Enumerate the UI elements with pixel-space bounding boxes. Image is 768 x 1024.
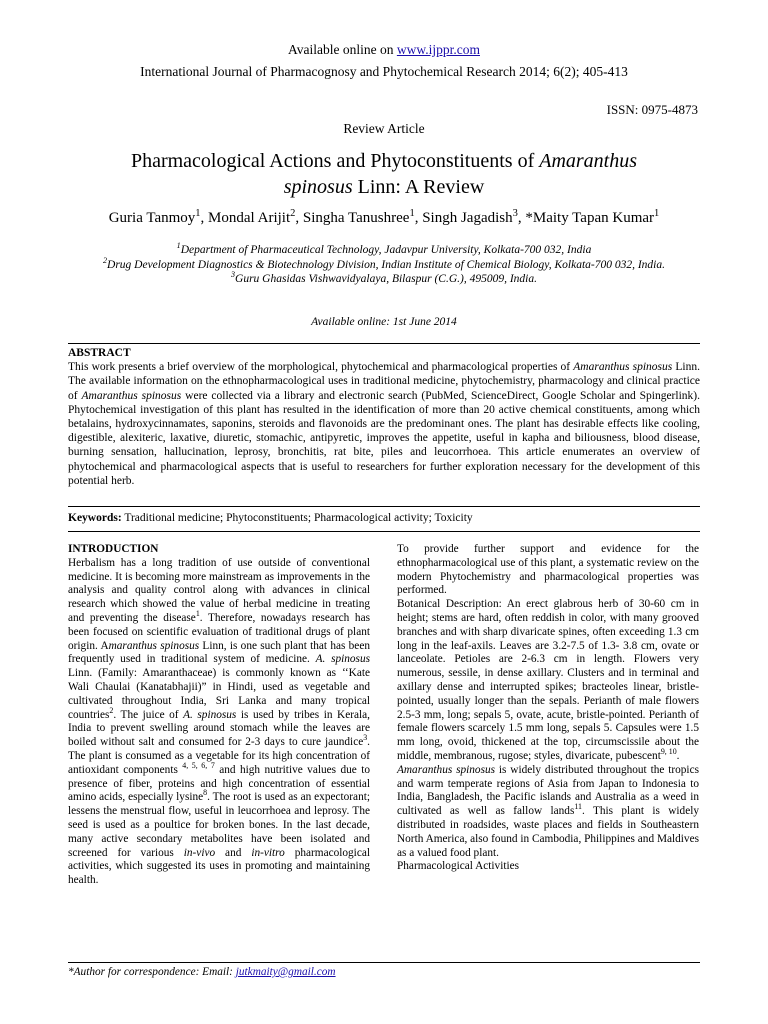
divider [68,343,700,344]
abstract-heading: ABSTRACT [68,347,131,359]
distribution-paragraph: Amaranthus spinosus is widely distributed throughout the tropics and warm temperate regions of Asia from Japan to Indonesia to India, Bangladesh, the Pacific islands and Australia as a weed in cultivated as well as fallow lands$^{11}$. This plant is widely distributed in roadsides, waste places and fields in Southeastern North America, also found in Cambodia, Philippines and Maldives as a valued food plant. [397,763,699,859]
paper-title [60,148,708,200]
title-italic-1: Amaranthus [539,150,638,172]
article-type: Review Article [343,121,425,136]
availability-prefix: Available online on [288,42,397,57]
affiliation: $^2$Drug Development Diagnostics & Biotechnology Division, Indian Institute of Chemical Biology, Kolkata-700 032, India. [102,255,666,271]
author: Guria Tanmoy$^1$, [108,208,209,226]
keywords-label: Keywords: [68,512,122,524]
introduction-heading: INTRODUCTION [68,543,159,555]
journal-citation: International Journal of Pharmacognosy and Phytochemical Research 2014; 6(2); 405-413 [140,64,628,79]
divider [68,962,700,963]
affiliations [60,243,708,287]
keywords-text: Traditional medicine; Phytoconstituents; Pharmacological activity; Toxicity [121,512,473,524]
divider [68,506,700,507]
title-italic-2: spinosus [283,176,353,198]
author-list [0,210,768,227]
correspondence-footnote: *Author for correspondence: Email: jutkmaity@gmail.com [68,966,336,978]
author: *Maity Tapan Kumar$^1$ [525,208,660,226]
author: Mondal Arijit$^2$, [208,208,303,226]
divider [68,531,700,532]
right-column [397,543,699,874]
author-email-link[interactable]: jutkmaity@gmail.com [235,966,336,978]
available-online-date: Available online: 1st June 2014 [311,316,457,328]
body-paragraph: To provide further support and evidence for the ethnopharmacological use of this plant, a systematic review on the modern Phytochemistry and pharmacological properties was performed. [397,543,699,597]
keywords [68,512,700,524]
botanical-description: Botanical Description: An erect glabrous herb of 30-60 cm in height; stems are hard, often reddish in color, with many grooved branches and with sharp divaricate spines, often exceeding 1.3 cm long in the leaf-axils. Leaves are 3.2-7.5 of 1.3- 3.8 cm, ovate or lanceolate. Petioles are 2-6.3 cm in length. Flowers very numerous, sessile, in dense axillary. Clusters and in terminal and axillary dense and interrupted spikes; bracteoles linear, bristle-pointed, usually longer than the sepals. Perianth of male flowers 2.5-3 mm, long; sepals 5, ovate, acute, bristle-pointed. Perianth of female flowers scarcely 1.5 mm long, sepals 5. Capsules were 1.5 mm long, ovoid, thickened at the top, circumscissile about the middle, membranous, rugose; styles, divaricate, pubescent$^{9, 10}$. [397,598,699,762]
author: Singh Jagadish$^3$, [422,208,526,226]
author: Singha Tanushree$^1$, [302,208,423,226]
journal-url-link[interactable]: www.ijppr.com [396,42,480,57]
affiliation: $^3$Guru Ghasidas Vishwavidyalaya, Bilaspur (C.G.), 495009, India. [230,270,537,285]
introduction-paragraph: Herbalism has a long tradition of use outside of conventional medicine. It is becoming more mainstream as improvements in the analysis and quality control along with advances in clinical research which showed the value of herbal medicine in treating and preventing the disease$^1$. Therefore, nowadays research has been focused on scientific evaluation of traditional drugs of plant origin. Amaranthus spinosus Linn, is one such plant that has been frequently used in traditional system of medicine. A. spinosus Linn. (Family: Amaranthaceae) is commonly known as ‘‘Kate Wali Chaulai (Kanatabhajii)” in Hindi, used as vegetable and cultivated throughout India, Sri Lanka and many tropical countries$^2$. The juice of A. spinosus is used by tribes in Kerala, India to prevent swelling around stomach while the leaves are boiled without salt and consumed for 2-3 days to cure jaundice$^3$. The plant is consumed as a vegetable for its high concentration of antioxidant components $^{4, 5, 6, 7}$ and high nutritive values due to presence of fiber, proteins and high concentration of essential amino acids, especially lysine$^8$. The root is used as an expectorant; lessens the menstrual flow, useful in leucorrhoea and leprosy. The seed is used as a poultice for broken bones. In the last decade, many active secondary metabolites have been isolated and screened for various in-vivo and in-vitro pharmacological activities, which suggested its uses in promoting and maintaining health. [68,556,370,887]
title-text-1: Pharmacological Actions and Phytoconstituents of [130,150,540,172]
abstract: ABSTRACT This work presents a brief overview of the morphological, phytochemical and pharmacological properties of Amaranthus spinosus Linn. The available information on the ethnopharmacological uses in traditional medicine, phytochemistry, pharmacology and clinical practice of Amaranthus spinosus were collected via a library and electronic search (PubMed, ScienceDirect, Google Scholar and Spingerlink). Phytochemical investigation of this plant has resulted in the identification of more than 20 active chemical constituents, among which betalains, hydroxycinnamates, saponins, steroids and flavonoids are the predominant ones. The plant has desirable effects like cooling, digestible, alexiteric, laxative, diuretic, stomachic, antipyretic, improves the appetite, useful in kapha and biliousness, blood disease, burning sensation, hallucination, leprosy, bronchitis, rat bite, piles and leucorrhoea. This article enumerates an overview of phytochemical and pharmacological aspects that is useful to researchers for further exploration necessary for the development of this potential herb. [68,347,700,487]
section-heading-pharmacological-activities: Pharmacological Activities [397,860,520,873]
title-text-2: Linn: A Review [352,176,485,198]
availability-line [0,42,768,58]
affiliation: $^1$Department of Pharmaceutical Technology, Jadavpur University, Kolkata-700 032, India [176,241,592,256]
issn: ISSN: 0975-4873 [606,102,698,117]
introduction-column [68,543,370,888]
